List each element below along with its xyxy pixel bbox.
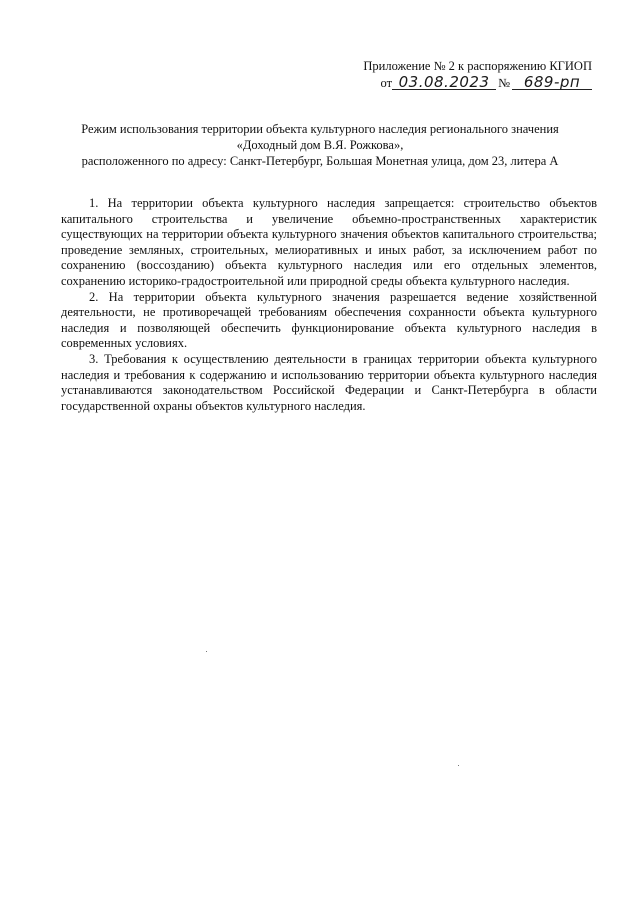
document-title [60, 121, 580, 169]
appendix-reference: Приложение № 2 к распоряжению КГИОП [363, 59, 592, 73]
appendix-header [292, 58, 592, 92]
handwritten-order-date: 03.08.2023 [392, 75, 496, 90]
from-label: от [380, 76, 393, 90]
scan-speck [206, 651, 207, 652]
number-label: № [498, 76, 510, 90]
document-body [61, 196, 597, 414]
scan-speck [458, 765, 459, 766]
paragraph-2: 2. На территории объекта культурного значения разрешается ведение хозяйственной деятельности, не противоречащей требованиям обеспечения сохранности объекта культурного наследия и позволяющей обеспечить функционирование объекта культурного наследия в современных условиях. [61, 289, 597, 351]
title-line-3: расположенного по адресу: Санкт-Петербург, Большая Монетная улица, дом 23, литера А [81, 154, 559, 168]
paragraph-1: 1. На территории объекта культурного наследия запрещается: строительство объектов капитального строительства и увеличение объемно-пространственных характеристик существующих на территории объекта культурного значения объектов капитального строительства; проведение земляных, строительных, мелиоративных и иных работ, за исключением работ по сохранению (воссозданию) объекта культурного наследия или его отдельных элементов, сохранению историко-градостроительной или природной среды объекта культурного наследия. [61, 196, 597, 288]
title-line-1: Режим использования территории объекта культурного наследия регионального значения [81, 122, 559, 136]
paragraph-3: 3. Требования к осуществлению деятельности в границах территории объекта культурного наследия и требования к содержанию и использованию территории объекта культурного наследия устанавливаются законодательством Российской Федерации и Санкт-Петербурга в области государственной охраны объектов культурного наследия. [61, 351, 597, 413]
title-line-2: «Доходный дом В.Я. Рожкова», [236, 138, 404, 152]
handwritten-order-number: 689-рп [512, 75, 592, 90]
order-date-number-line [292, 75, 592, 92]
